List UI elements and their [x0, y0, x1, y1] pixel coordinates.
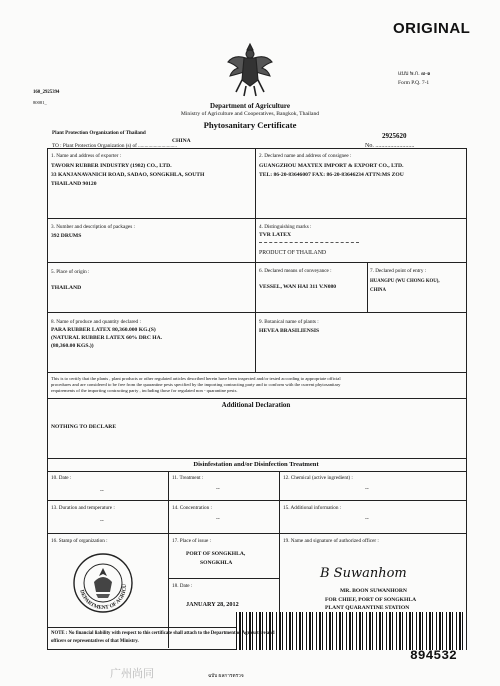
exporter-line-3: THAILAND 90120 — [51, 181, 97, 187]
exporter-line-2: 33 KANJANAVANICH ROAD, SADAO, SONGKHLA, SOUTH — [51, 172, 205, 178]
ministry-name: Ministry of Agriculture and Cooperatives, Bangkok, Thailand — [180, 111, 320, 117]
date-label: 10. Date : — [51, 475, 72, 481]
marks-line-1: TVR LATEX — [259, 232, 292, 238]
entry-line-2: CHINA — [370, 288, 386, 293]
botanical-label: 9. Botanical name of plants : — [259, 319, 319, 325]
officer-line-3: PLANT QUARANTINE STATION — [325, 605, 410, 611]
to-label: TO : Plant Protection Organization (s) of .............................. — [52, 143, 178, 149]
issue-date-label: 18. Date : — [172, 583, 193, 589]
issue-date: JANUARY 28, 2012 — [186, 601, 239, 608]
reference-code: 160_2925394 — [33, 90, 60, 95]
additional-info-label: 15. Additional information : — [283, 505, 342, 511]
watermark-text: 广州尚同 — [110, 667, 154, 680]
place-line-2: SONGKHLA — [200, 560, 233, 566]
produce-label: 8. Name of produce and quantity declared : — [51, 319, 141, 325]
marks-label: 4. Distinguishing marks : — [259, 224, 312, 230]
note-line-2: officers or representatives of that Ministry. — [51, 639, 139, 644]
stamp-label: 16. Stamp of organization : — [51, 538, 108, 544]
exporter-label: 1. Name and address of exporter : — [51, 153, 122, 159]
certify-line-3: requirements of the importing contracting party , including those for regulated non - quarantine pests. — [51, 388, 238, 393]
stamp-text: DEPARTMENT OF AGRICU — [78, 584, 129, 612]
place-line-1: PORT OF SONGKHLA, — [186, 551, 246, 557]
consignee-label: 2. Declared name and address of consignee : — [259, 153, 352, 159]
packages-label: 3. Number and description of packages : — [51, 224, 135, 230]
produce-line-3: (80,360.00 KGS.)) — [51, 343, 94, 349]
produce-line-2: (NATURAL RUBBER LATEX 60% DRC HA. — [51, 335, 163, 341]
place-label: 17. Place of issue : — [172, 538, 212, 544]
serial-number: 894532 — [410, 648, 457, 663]
botanical-value: HEVEA BRASILIENSIS — [259, 328, 320, 334]
certify-line-2: procedures and are considered to be free from the quarantine pests specified by the importing contracting party and to conform with the current phytosanitary — [51, 382, 341, 387]
concentration-label: 14. Concentration : — [172, 505, 212, 511]
department-stamp-icon — [72, 552, 134, 614]
origin-label: 5. Place of origin : — [51, 269, 90, 275]
form-thai-label: แบบ พ.ก. ๗-๑ — [398, 71, 431, 77]
org-label: Plant Protection Organization of Thailand — [52, 130, 146, 136]
treatment-dash: -- — [216, 486, 220, 492]
bottom-text: ฉบับ ผลการตรวจ — [208, 674, 244, 679]
officer-line-2: FOR CHIEF, PORT OF SONGKHLA — [325, 597, 417, 603]
certificate-no-label: No. .......................... — [365, 143, 415, 149]
certificate-title: Phytosanitary Certificate — [203, 120, 297, 130]
officer-signature: B Suwanhom — [320, 566, 407, 581]
duration-dash: -- — [100, 518, 104, 524]
consignee-line-2: TEL: 86-20-83646007 FAX: 86-20-83646234 ATTN:MS ZOU — [259, 172, 404, 178]
note-line-1: NOTE : No financial liability with respect to this certificate shall attach to the Department of Agriculture and — [51, 631, 275, 636]
consignee-line-1: GUANGZHOU MAXTEX IMPORT & EXPORT CO., LTD. — [259, 163, 404, 169]
packages-value: 392 DRUMS — [51, 233, 82, 239]
additional-value: NOTHING TO DECLARE — [51, 424, 117, 430]
entry-label: 7. Declared point of entry : — [370, 268, 427, 274]
chemical-dash: -- — [365, 486, 369, 492]
duration-label: 13. Duration and temperature : — [51, 505, 115, 511]
treatment-heading: Disinfestation and/or Disinfection Treatment — [193, 461, 319, 468]
additional-heading: Additional Declaration — [221, 401, 291, 409]
garuda-emblem-icon — [224, 40, 276, 98]
certify-line-1: This is to certify that the plants , plant products or other regulated articles described herein have been inspected and/or tested according to appropriate official — [51, 376, 341, 381]
treatment-label: 11. Treatment : — [172, 475, 204, 481]
conveyance-label: 6. Declared means of conveyance : — [259, 268, 332, 274]
reference-small: 80081_ — [33, 100, 47, 105]
concentration-dash: -- — [216, 516, 220, 522]
marks-line-2: PRODUCT OF THAILAND — [259, 250, 327, 256]
origin-value: THAILAND — [51, 285, 82, 291]
officer-label: 19. Name and signature of authorized officer : — [283, 538, 379, 544]
additional-info-dash: -- — [365, 516, 369, 522]
original-mark: ORIGINAL — [393, 20, 471, 37]
produce-line-1: PARA RUBBER LATEX 80,360.000 KG.(S) — [51, 327, 156, 333]
certificate-no: 2925620 — [382, 132, 407, 140]
officer-line-1: MR. BOON SUWANHORN — [340, 588, 407, 594]
entry-line-1: HUANGPU (WU CHONG KOU), — [370, 279, 440, 284]
to-country: CHINA — [172, 138, 191, 144]
conveyance-value: VESSEL, WAN HAI 311 V.N080 — [259, 284, 337, 290]
form-number: Form P.Q. 7-1 — [398, 80, 430, 86]
date-dash: -- — [100, 488, 104, 494]
exporter-line-1: TAVORN RUBBER INDUSTRY (1982) CO., LTD. — [51, 163, 172, 169]
department-name: Department of Agriculture — [210, 102, 290, 110]
chemical-label: 12. Chemical (active ingredient) : — [283, 475, 353, 481]
